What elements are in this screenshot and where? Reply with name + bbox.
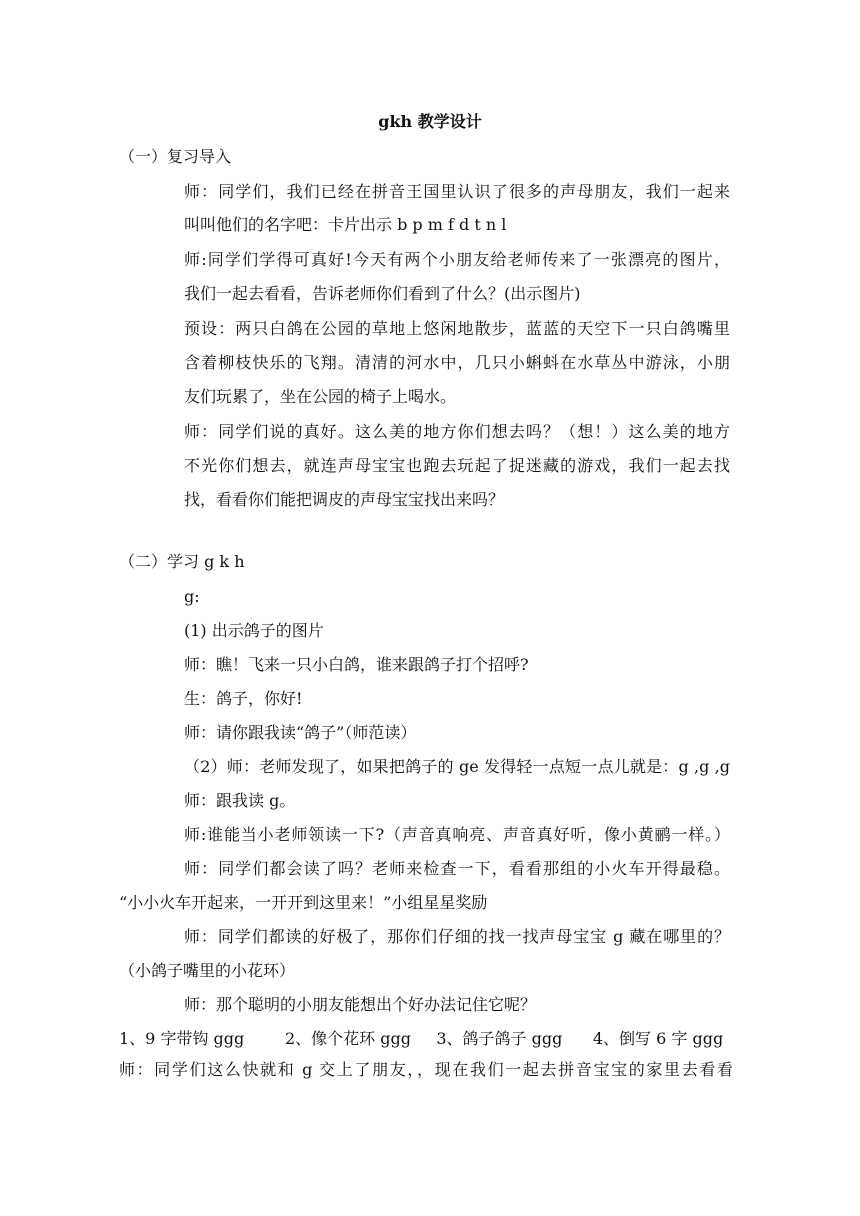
section2-line: 师：瞧！飞来一只小白鸽，谁来跟鸽子打个招呼? — [184, 655, 529, 674]
section2-line: 师:谁能当小老师领读一下?（声音真响亮、声音真好听，像小黄鹂一样。） — [184, 825, 730, 844]
section1-line: 友们玩累了，坐在公园的椅子上喝水。 — [184, 387, 457, 406]
section1-line: 师：同学们，我们已经在拼音王国里认识了很多的声母朋友，我们一起来 — [184, 182, 730, 201]
section2-line: 师：请你跟我读“鸽子”（师范读） — [184, 723, 417, 742]
section1-line: 师:同学们学得可真好!今天有两个小朋友给老师传来了一张漂亮的图片， — [184, 250, 730, 269]
section2-line: “小小火车开起来，一开开到这里来！”小组星星奖励 — [119, 893, 488, 912]
section2-line: 1、9 字带钩 ggg 2、像个花环 ggg 3、鸽子鸽子 ggg 4、倒写 6 字 ggg — [119, 1029, 724, 1048]
section2-line: (1) 出示鸽子的图片 — [184, 621, 324, 640]
section2-line: （2）师：老师发现了，如果把鸽子的 ge 发得轻一点短一点儿就是：g ,g ,g — [184, 757, 730, 776]
section1-line: 预设：两只白鸽在公园的草地上悠闲地散步，蓝蓝的天空下一只白鸽嘴里 — [184, 319, 730, 338]
section2-line: g: — [184, 587, 200, 606]
section1-line: 我们一起去看看，告诉老师你们看到了什么？(出示图片) — [184, 284, 581, 303]
section2-line: （小鸽子嘴里的小花环） — [119, 961, 296, 980]
section2-heading: （二）学习 g k h — [119, 552, 245, 571]
section2-line: 师：那个聪明的小朋友能想出个好办法记住它呢？ — [184, 995, 537, 1014]
section1-line: 不光你们想去，就连声母宝宝也跑去玩起了捉迷藏的游戏，我们一起去找 — [184, 456, 730, 475]
section2-line: 师：同学们都会读了吗？老师来检查一下，看看那组的小火车开得最稳。 — [184, 859, 730, 878]
section2-line: 师：跟我读 g。 — [184, 791, 296, 810]
section2-line: 师：同学们都读的好极了，那你们仔细的找一找声母宝宝 g 藏在哪里的？ — [184, 927, 730, 946]
section1-heading: （一）复习导入 — [119, 147, 232, 166]
section2-line: 生：鸽子，你好! — [184, 689, 303, 708]
section1-line: 师：同学们说的真好。这么美的地方你们想去吗？（想！）这么美的地方 — [184, 422, 730, 441]
document-title: gkh 教学设计 — [378, 112, 482, 131]
section1-line: 叫叫他们的名字吧：卡片出示 b p m f d t n l — [184, 215, 507, 234]
section1-line: 找，看看你们能把调皮的声母宝宝找出来吗？ — [184, 490, 505, 509]
section2-line: 师：同学们这么快就和 g 交上了朋友，，现在我们一起去拼音宝宝的家里去看看 — [119, 1060, 733, 1079]
section1-line: 含着柳枝快乐的飞翔。清清的河水中，几只小蝌蚪在水草丛中游泳，小朋 — [184, 353, 730, 372]
